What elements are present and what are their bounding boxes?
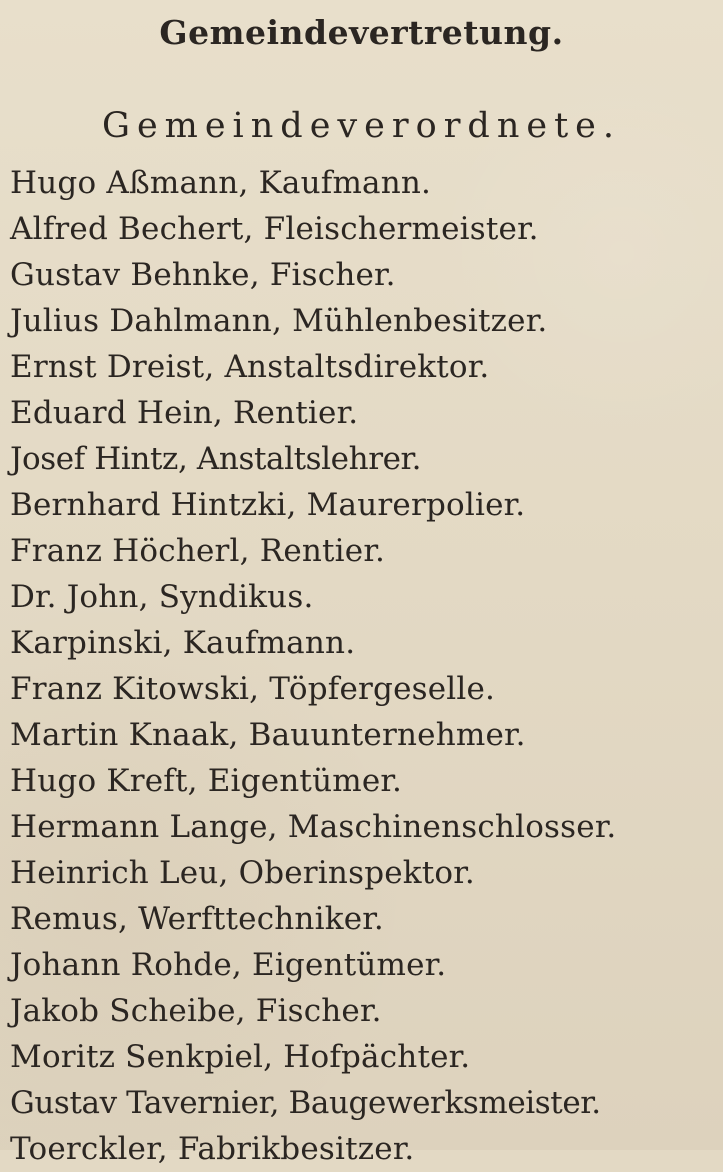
list-item: Ernst Dreist, Anstaltsdirektor.: [10, 349, 490, 385]
list-item: Hermann Lange, Maschinenschlosser.: [10, 809, 617, 845]
list-item: Jakob Scheibe, Fischer.: [10, 993, 382, 1029]
list-item: Gustav Behnke, Fischer.: [10, 257, 396, 293]
member-list: [10, 160, 715, 1172]
list-item: Julius Dahlmann, Mühlenbesitzer.: [10, 303, 548, 339]
list-item: Josef Hintz, Anstaltslehrer.: [10, 441, 422, 477]
list-item: Remus, Werfttechniker.: [10, 901, 384, 937]
list-item: Heinrich Leu, Oberinspektor.: [10, 855, 475, 891]
list-item: Hugo Kreft, Eigentümer.: [10, 763, 403, 799]
list-item: Bernhard Hintzki, Maurerpolier.: [10, 487, 526, 523]
list-item: Martin Knaak, Bauunternehmer.: [10, 717, 526, 753]
list-item: Alfred Bechert, Fleischermeister.: [10, 211, 539, 247]
list-item: Franz Höcherl, Rentier.: [10, 533, 386, 569]
list-item: Moritz Senkpiel, Hofpächter.: [10, 1039, 471, 1075]
list-item: Hugo Aßmann, Kaufmann.: [10, 165, 432, 201]
list-item: Karpinski, Kaufmann.: [10, 625, 356, 661]
section-subtitle: Gemeindeverordnete.: [101, 106, 621, 146]
list-item: Dr. John, Syndikus.: [10, 579, 314, 615]
list-item: Gustav Tavernier, Baugewerksmeister.: [10, 1085, 601, 1121]
list-item: Eduard Hein, Rentier.: [10, 395, 359, 431]
list-item: Johann Rohde, Eigentümer.: [10, 947, 447, 983]
list-item: Franz Kitowski, Töpfergeselle.: [10, 671, 496, 707]
page-title: Gemeindevertretung.: [159, 13, 564, 52]
list-item: Toerckler, Fabrikbesitzer.: [10, 1131, 415, 1167]
